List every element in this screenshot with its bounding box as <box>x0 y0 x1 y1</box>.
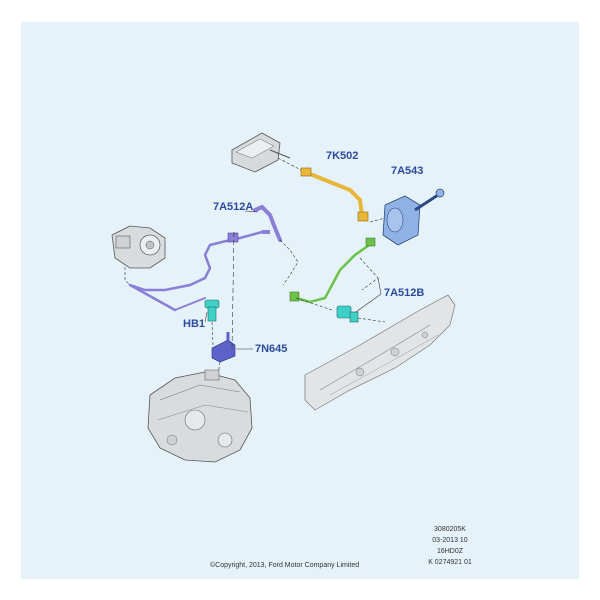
slave-cylinder <box>112 226 165 268</box>
pressure-line-7a512b <box>290 238 378 302</box>
callout-7a512b: 7A512B <box>384 287 425 299</box>
copyright-notice: ©Copyright, 2013, Ford Motor Company Limited <box>210 562 360 569</box>
fluid-reservoir <box>232 133 290 172</box>
reference-block <box>418 524 482 568</box>
callout-leaders <box>205 211 381 349</box>
callout-7a512a: 7A512A <box>213 201 254 213</box>
reference-line-1: 3080205K <box>434 526 466 533</box>
reference-line-3: 16HD0Z <box>436 548 464 555</box>
bolt-hb1 <box>205 300 219 321</box>
reference-line-2: 03-2013 10 <box>432 537 468 544</box>
transmission-housing <box>148 370 252 462</box>
callout-7k502: 7K502 <box>326 150 359 162</box>
supply-hose-7k502 <box>278 158 368 221</box>
bulkhead-panel <box>305 295 455 410</box>
clutch-master-cylinder-7a543 <box>370 189 444 245</box>
callout-hb1: HB1 <box>183 318 206 330</box>
reference-line-4: K 0274921 01 <box>428 559 472 566</box>
callout-7n645: 7N645 <box>255 343 288 355</box>
callout-7a543: 7A543 <box>391 165 424 177</box>
